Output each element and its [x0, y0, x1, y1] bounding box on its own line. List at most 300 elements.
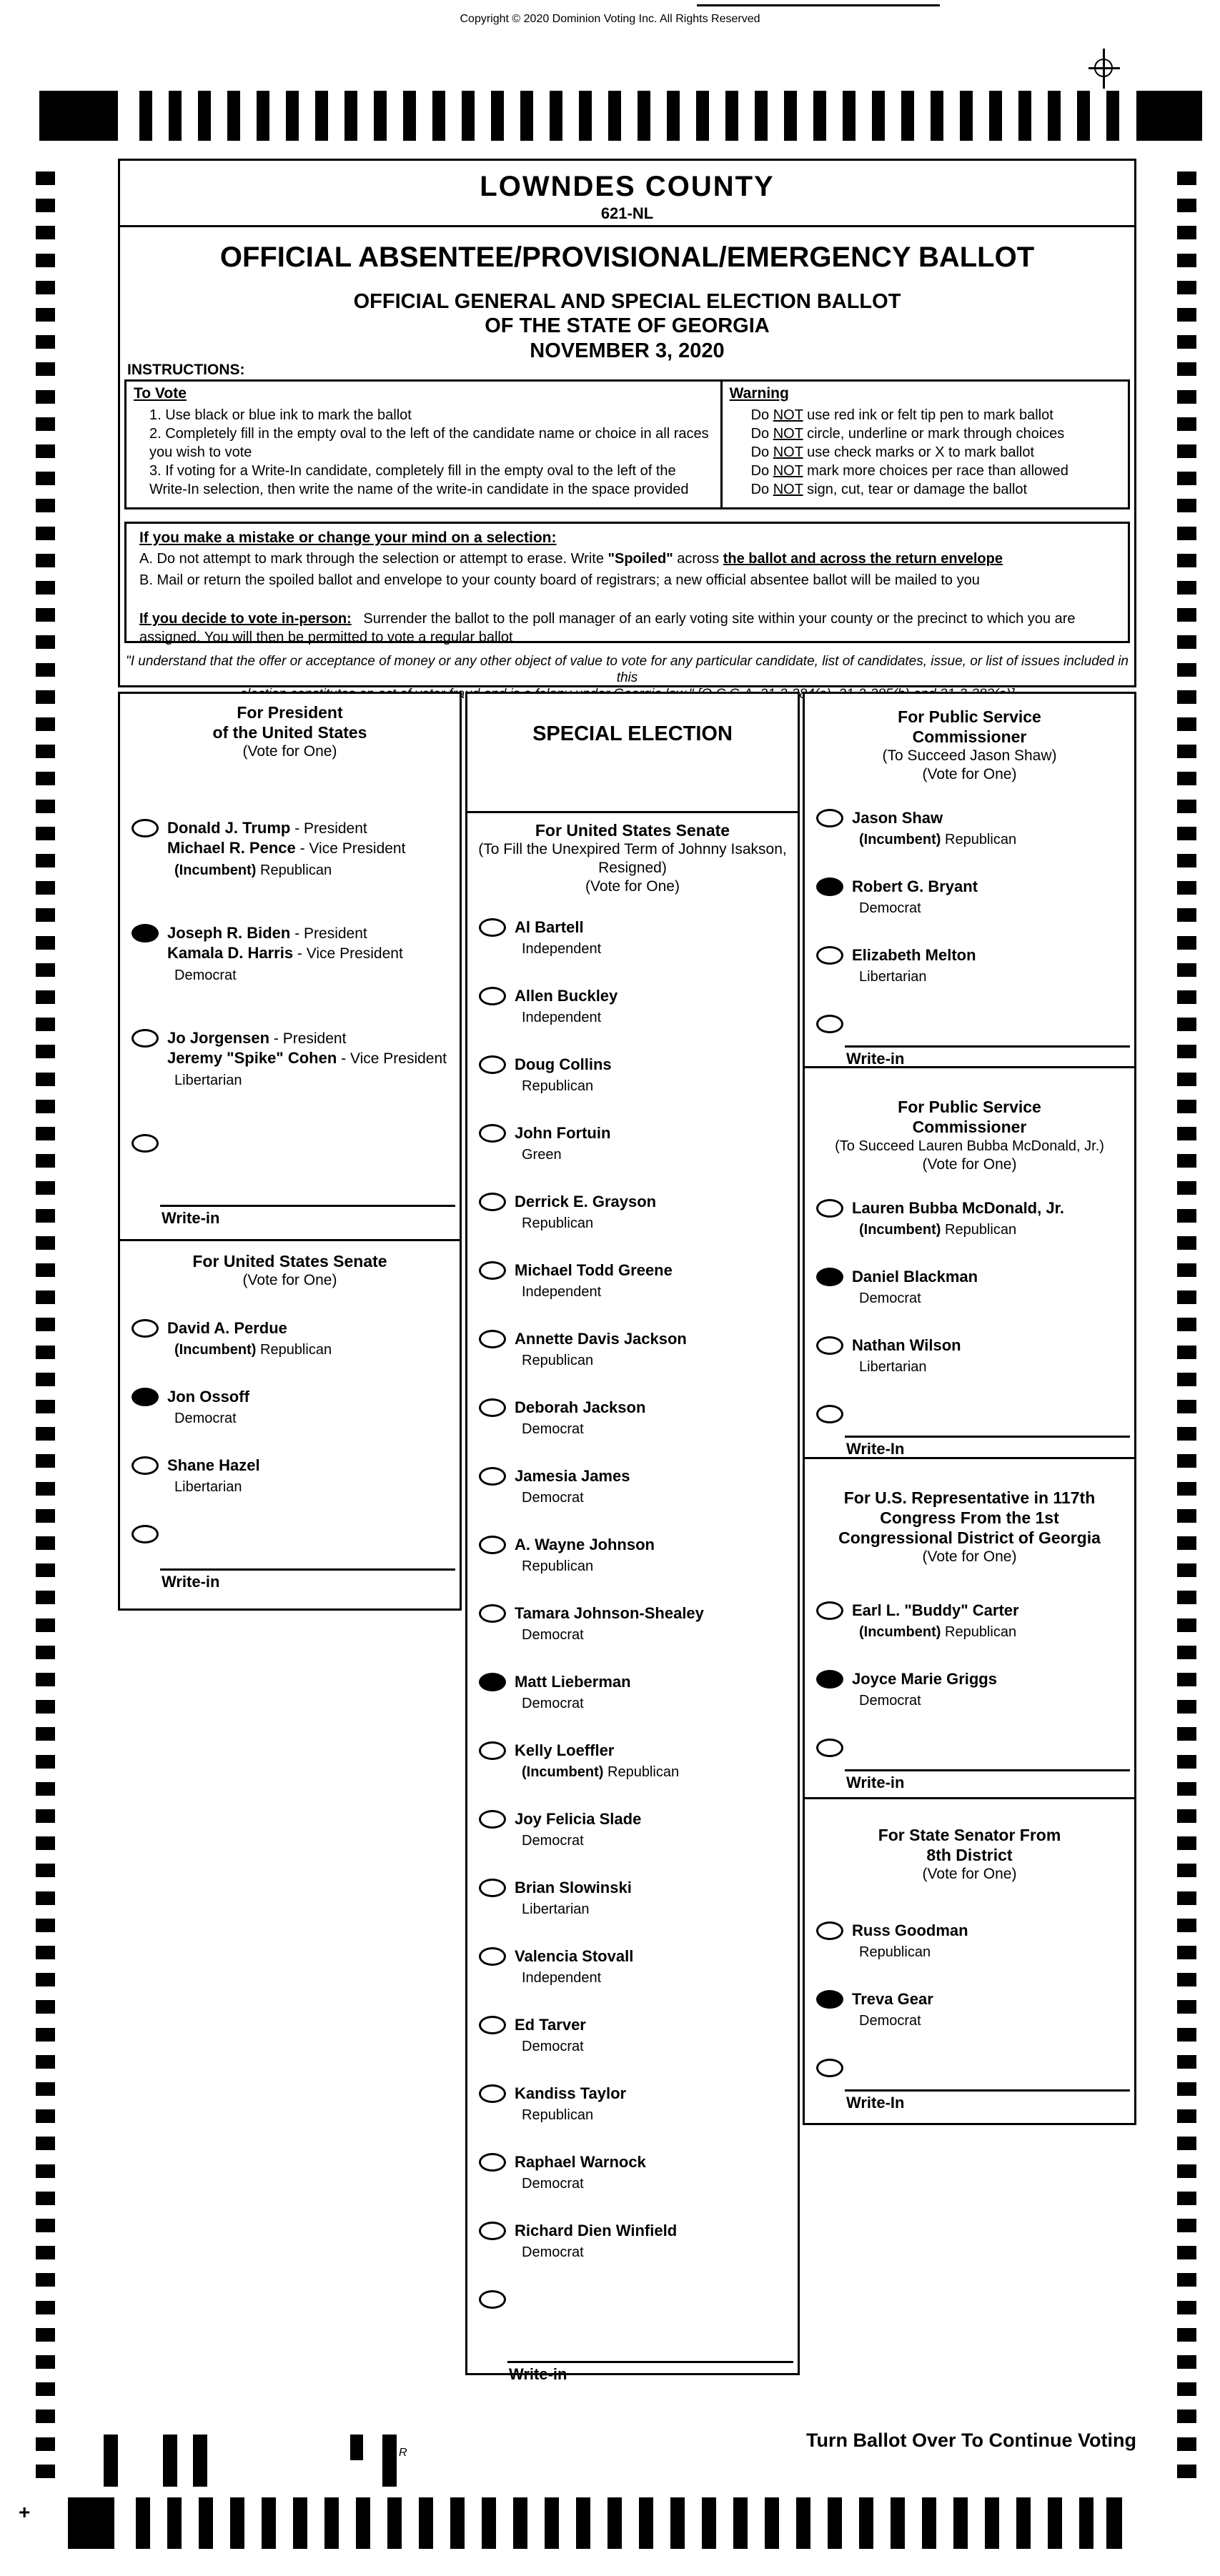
timing-mark — [36, 1836, 55, 1850]
ballot-oval[interactable] — [479, 2016, 506, 2034]
race-title: For United States Senate — [192, 1252, 387, 1270]
timing-mark — [36, 1482, 55, 1496]
race-psc-shaw — [805, 694, 1134, 1068]
candidate-option — [120, 1456, 460, 1524]
timing-mark — [1177, 1236, 1196, 1250]
timing-mark — [1177, 745, 1196, 758]
candidate-name: Donald J. Trump - President — [167, 819, 367, 837]
ballot-oval[interactable] — [479, 1055, 506, 1074]
candidate-text — [515, 1260, 798, 1301]
timing-block — [1136, 91, 1202, 141]
timing-mark — [36, 254, 55, 267]
timing-mark — [1177, 581, 1196, 595]
timing-mark — [36, 1563, 55, 1577]
write-in-area[interactable] — [845, 1436, 1130, 1458]
ballot-oval[interactable] — [132, 1134, 159, 1153]
timing-mark — [36, 1181, 55, 1195]
timing-mark — [36, 1127, 55, 1140]
timing-mark — [36, 1700, 55, 1714]
timing-mark — [1177, 527, 1196, 540]
ballot-oval-filled[interactable] — [132, 1388, 159, 1406]
candidate-text — [167, 1318, 460, 1358]
timing-mark — [1177, 362, 1196, 376]
timing-mark — [315, 91, 328, 141]
candidate-name: Russ Goodman — [852, 1921, 968, 1939]
candidate-name: Kandiss Taylor — [515, 2084, 627, 2102]
ballot-oval[interactable] — [816, 2059, 843, 2077]
timing-mark — [36, 1291, 55, 1304]
timing-mark — [1177, 2410, 1196, 2423]
candidate-name: Shane Hazel — [167, 1456, 260, 1474]
race-subtitle: (To Succeed Lauren Bubba McDonald, Jr.) (Vote for One) — [835, 1138, 1104, 1173]
timing-mark — [262, 2497, 276, 2549]
timing-mark — [1177, 1891, 1196, 1905]
candidate-option — [467, 2084, 798, 2152]
timing-mark — [198, 91, 211, 141]
candidate-name: Ed Tarver — [515, 2016, 586, 2034]
candidate-party: Democrat — [522, 2039, 584, 2054]
registration-plus-mark: + — [19, 2501, 31, 2523]
race-psc-mcdonald — [805, 1068, 1134, 1459]
candidate-text — [515, 1741, 798, 1781]
timing-mark — [450, 2497, 465, 2549]
timing-mark — [36, 1100, 55, 1113]
timing-mark — [520, 91, 533, 141]
candidate-party: Independent — [522, 1970, 602, 1986]
ballot-oval[interactable] — [479, 1261, 506, 1280]
timing-mark — [374, 91, 387, 141]
barcode-bar — [163, 2435, 177, 2487]
warning-instruction: Do NOT use red ink or felt tip pen to mark ballot — [750, 407, 1053, 423]
race-special-senate — [467, 813, 798, 2402]
timing-mark — [136, 2497, 150, 2549]
candidate-text — [852, 1336, 1134, 1376]
timing-mark — [1077, 91, 1090, 141]
candidate-list — [805, 1198, 1134, 1404]
ballot-oval[interactable] — [479, 1604, 506, 1623]
timing-mark — [1177, 1154, 1196, 1168]
timing-mark — [36, 499, 55, 512]
race-state-senator — [805, 1799, 1134, 2123]
special-election-label: SPECIAL ELECTION — [532, 722, 733, 745]
timing-mark — [1048, 2497, 1062, 2549]
race-title: For President of the United States — [212, 703, 367, 742]
timing-mark — [36, 2137, 55, 2150]
candidate-option — [805, 945, 1134, 1014]
ballot-oval[interactable] — [816, 946, 843, 965]
candidate-option — [120, 923, 460, 1028]
warning-instruction: Do NOT sign, cut, tear or damage the ballot — [750, 482, 1028, 497]
candidate-name: Brian Slowinski — [515, 1879, 632, 1896]
ballot-oval[interactable] — [132, 1029, 159, 1048]
candidate-name: Doug Collins — [515, 1055, 612, 1073]
timing-mark — [1177, 1209, 1196, 1223]
candidate-list — [120, 818, 460, 1133]
timing-mark — [1177, 2055, 1196, 2069]
timing-mark — [36, 1782, 55, 1796]
timing-mark — [36, 772, 55, 785]
timing-mark — [1177, 2137, 1196, 2150]
timing-block — [68, 2497, 114, 2549]
candidate-option — [467, 986, 798, 1055]
ballot-oval[interactable] — [479, 2222, 506, 2240]
timing-mark — [36, 554, 55, 567]
timing-mark — [1177, 1646, 1196, 1659]
timing-mark — [1177, 2109, 1196, 2123]
candidate-party: Republican — [522, 2107, 594, 2123]
ballot-oval-filled[interactable] — [479, 1673, 506, 1691]
ballot-oval[interactable] — [816, 809, 843, 827]
timing-mark — [513, 2497, 527, 2549]
candidate-text — [515, 917, 798, 958]
timing-mark — [872, 91, 885, 141]
candidate-text — [515, 986, 798, 1026]
to-vote-instruction: 3. If voting for a Write-In candidate, completely fill in the empty oval to the left of the Write-In selection, then write the name of the write-in candidate in the space provided — [149, 463, 689, 497]
timing-mark — [1177, 199, 1196, 212]
candidate-text — [515, 1123, 798, 1163]
timing-mark — [36, 963, 55, 977]
to-vote-instruction: 1. Use black or blue ink to mark the ballot — [149, 407, 412, 423]
candidate-party: Democrat — [859, 900, 921, 916]
ballot-oval[interactable] — [479, 1398, 506, 1417]
ballot-oval[interactable] — [132, 819, 159, 837]
write-in-option — [805, 2058, 1134, 2089]
candidate-party: Democrat — [859, 1693, 921, 1709]
timing-mark — [36, 1755, 55, 1769]
ballot-oval[interactable] — [479, 1810, 506, 1829]
fold-line — [697, 4, 940, 6]
timing-mark — [733, 2497, 748, 2549]
candidate-party: Republican — [522, 1558, 594, 1574]
county-header-box — [118, 159, 1136, 227]
timing-mark — [36, 2437, 55, 2451]
ballot-oval[interactable] — [479, 1947, 506, 1966]
candidate-name: Tamara Johnson-Shealey — [515, 1604, 704, 1622]
ballot-oval[interactable] — [132, 1456, 159, 1475]
write-in-area[interactable] — [160, 1568, 455, 1591]
timing-mark — [1177, 1946, 1196, 1959]
timing-mark — [784, 91, 797, 141]
timing-mark — [1177, 717, 1196, 731]
timing-mark — [828, 2497, 842, 2549]
candidate-text — [515, 1466, 798, 1506]
ballot-oval[interactable] — [816, 1199, 843, 1218]
timing-mark — [1177, 1263, 1196, 1277]
timing-mark — [36, 745, 55, 758]
timing-mark — [36, 2055, 55, 2069]
timing-mark — [36, 1373, 55, 1386]
timing-mark — [1177, 963, 1196, 977]
timing-mark — [1177, 1673, 1196, 1686]
timing-mark — [36, 2082, 55, 2096]
timing-mark — [1177, 2192, 1196, 2205]
candidate-text — [852, 1198, 1134, 1238]
timing-mark — [901, 91, 914, 141]
in-person-title: If you decide to vote in-person: — [139, 611, 352, 627]
candidate-option — [467, 1329, 798, 1398]
timing-mark — [36, 881, 55, 895]
candidate-text — [515, 1329, 798, 1369]
ballot-oval[interactable] — [479, 1536, 506, 1554]
timing-mark — [36, 2109, 55, 2123]
candidate-party: Libertarian — [174, 1479, 242, 1495]
timing-mark — [1177, 2355, 1196, 2369]
race-title: For United States Senate — [535, 821, 730, 840]
write-in-area[interactable] — [845, 1769, 1130, 1792]
race-subtitle: (Vote for One) — [242, 1272, 337, 1288]
timing-mark — [1177, 2465, 1196, 2478]
timing-mark — [36, 581, 55, 595]
mistake-item-b: B. Mail or return the spoiled ballot and envelope to your county board of registrars; a new official absentee ballot will be mailed to you — [139, 572, 980, 588]
ballot-oval[interactable] — [816, 1015, 843, 1033]
timing-mark — [36, 2246, 55, 2259]
candidate-text — [515, 1535, 798, 1575]
write-in-option — [120, 1524, 460, 1568]
timing-mark — [36, 2410, 55, 2423]
candidate-option — [805, 808, 1134, 877]
ballot-oval[interactable] — [816, 1336, 843, 1355]
candidate-text — [515, 1878, 798, 1918]
candidate-party: Democrat — [174, 1411, 237, 1426]
candidate-text — [515, 1603, 798, 1643]
timing-mark — [953, 2497, 968, 2549]
write-in-area[interactable] — [507, 2361, 793, 2384]
ballot-oval-filled[interactable] — [816, 1670, 843, 1689]
timing-mark — [1177, 2164, 1196, 2178]
timing-mark — [1177, 335, 1196, 349]
candidate-option — [120, 1028, 460, 1133]
timing-mark — [36, 717, 55, 731]
ballot-oval[interactable] — [479, 2290, 506, 2309]
barcode-glyph: R — [399, 2447, 407, 2459]
warning-instruction: Do NOT mark more choices per race than allowed — [750, 463, 1068, 479]
timing-mark — [169, 91, 182, 141]
write-in-label: Write-In — [846, 2094, 905, 2112]
barcode-bar — [350, 2435, 363, 2460]
ballot-oval-filled[interactable] — [816, 877, 843, 896]
write-in-label: Write-in — [162, 1573, 220, 1591]
timing-mark — [1177, 1291, 1196, 1304]
timing-block — [39, 91, 118, 141]
timing-mark — [419, 2497, 433, 2549]
timing-mark — [167, 2497, 182, 2549]
timing-mark — [1177, 1100, 1196, 1113]
timing-mark — [1018, 91, 1031, 141]
to-vote-instruction: 2. Completely fill in the empty oval to the left of the candidate name or choice in all races you wish to vote — [149, 426, 709, 460]
timing-mark — [36, 527, 55, 540]
candidate-party: Democrat — [522, 2244, 584, 2260]
candidate-name: Al Bartell — [515, 918, 584, 936]
timing-mark — [36, 335, 55, 349]
candidate-text — [167, 818, 460, 879]
ballot-oval[interactable] — [479, 1330, 506, 1348]
candidate-name: Matt Lieberman — [515, 1673, 631, 1691]
timing-mark — [1177, 2301, 1196, 2314]
timing-mark — [1177, 1427, 1196, 1441]
candidate-option — [467, 1603, 798, 1672]
candidate-name: Annette Davis Jackson — [515, 1330, 687, 1348]
ballot-oval[interactable] — [816, 1601, 843, 1620]
timing-mark — [36, 2273, 55, 2287]
ballot-oval[interactable] — [132, 1319, 159, 1338]
timing-mark — [36, 417, 55, 431]
registration-crosshair-icon — [1084, 49, 1124, 89]
ballot-oval[interactable] — [816, 1739, 843, 1757]
timing-mark — [1177, 171, 1196, 185]
timing-mark — [1177, 1727, 1196, 1741]
candidate-party: Republican — [522, 1353, 594, 1368]
timing-mark — [891, 2497, 905, 2549]
timing-mark — [356, 2497, 370, 2549]
candidate-option — [467, 1055, 798, 1123]
candidate-text — [515, 1055, 798, 1095]
ballot-oval[interactable] — [479, 2084, 506, 2103]
candidate-name: Earl L. "Buddy" Carter — [852, 1601, 1019, 1619]
timing-mark — [139, 91, 152, 141]
candidate-name: Treva Gear — [852, 1990, 933, 2008]
ballot-oval[interactable] — [479, 2153, 506, 2172]
timing-mark — [403, 91, 416, 141]
timing-mark — [462, 91, 475, 141]
timing-mark — [36, 1209, 55, 1223]
timing-mark — [227, 91, 240, 141]
timing-mark — [36, 1400, 55, 1413]
timing-mark — [199, 2497, 213, 2549]
ballot-oval[interactable] — [816, 1405, 843, 1423]
ballot-oval[interactable] — [479, 1193, 506, 1211]
ballot-oval[interactable] — [132, 1525, 159, 1543]
candidate-party: Independent — [522, 1010, 602, 1025]
candidate-party: Democrat — [522, 1627, 584, 1643]
write-in-option — [120, 1133, 460, 1205]
ballot-oval[interactable] — [479, 1467, 506, 1486]
timing-mark — [1177, 2437, 1196, 2451]
candidate-text — [515, 2015, 798, 2055]
ballot-oval[interactable] — [479, 1124, 506, 1143]
candidate-name: Kelly Loeffler — [515, 1741, 615, 1759]
ballot-oval[interactable] — [479, 1741, 506, 1760]
mistake-title: If you make a mistake or change your mind on a selection: — [139, 529, 557, 546]
race-us-rep — [805, 1459, 1134, 1799]
write-in-area[interactable] — [160, 1205, 455, 1228]
timing-mark — [1177, 800, 1196, 813]
timing-mark — [1177, 1127, 1196, 1140]
timing-mark — [859, 2497, 873, 2549]
candidate-text — [167, 1456, 460, 1496]
timing-mark — [1177, 444, 1196, 458]
ballot-oval-filled[interactable] — [816, 1990, 843, 2009]
timing-mark — [1016, 2497, 1031, 2549]
ballot-column-right — [803, 692, 1136, 2125]
timing-mark — [36, 199, 55, 212]
turn-ballot-over-label: Turn Ballot Over To Continue Voting — [806, 2430, 1136, 2451]
timing-mark — [989, 91, 1002, 141]
candidate-party: Democrat — [859, 1291, 921, 1306]
candidate-option — [805, 1989, 1134, 2058]
timing-mark — [36, 2164, 55, 2178]
ballot-oval[interactable] — [816, 1921, 843, 1940]
timing-mark — [1177, 908, 1196, 922]
timing-mark — [1177, 1836, 1196, 1850]
special-election-header — [467, 722, 798, 813]
county-name: LOWNDES COUNTY — [480, 171, 775, 202]
race-title: For Public Service Commissioner — [898, 1098, 1041, 1136]
timing-mark — [922, 2497, 936, 2549]
election-title-line: OF THE STATE OF GEORGIA — [485, 314, 770, 337]
candidate-option — [467, 2152, 798, 2221]
timing-mark — [1177, 1346, 1196, 1359]
write-in-option — [805, 1738, 1134, 1769]
fraud-notice-line: "I understand that the offer or acceptance of money or any other object of value to vote for any particular candidate, list of candidates, issue, or list of issues included in this — [126, 654, 1129, 685]
write-in-area[interactable] — [845, 1045, 1130, 1068]
election-date: NOVEMBER 3, 2020 — [530, 339, 725, 362]
timing-mark — [36, 1727, 55, 1741]
write-in-area[interactable] — [845, 2089, 1130, 2112]
timing-mark — [1177, 1318, 1196, 1331]
candidate-text — [515, 1672, 798, 1712]
candidate-text — [852, 1669, 1134, 1709]
timing-mark — [765, 2497, 779, 2549]
timing-mark — [1177, 472, 1196, 485]
candidate-name: Joseph R. Biden - President — [167, 924, 367, 942]
timing-mark — [670, 2497, 685, 2549]
candidate-name: John Fortuin — [515, 1124, 611, 1142]
ballot-oval[interactable] — [479, 918, 506, 937]
timing-mark — [36, 908, 55, 922]
timing-mark — [36, 990, 55, 1004]
candidate-name: Joy Felicia Slade — [515, 1810, 642, 1828]
write-in-option — [805, 1014, 1134, 1045]
ballot-oval[interactable] — [479, 1879, 506, 1897]
timing-mark — [638, 91, 650, 141]
timing-mark — [36, 1045, 55, 1058]
timing-mark — [324, 2497, 339, 2549]
ballot-oval[interactable] — [479, 987, 506, 1005]
timing-mark — [36, 1346, 55, 1359]
timing-mark — [36, 1454, 55, 1468]
candidate-option — [467, 2221, 798, 2289]
candidate-option — [467, 1741, 798, 1809]
candidate-option — [120, 818, 460, 923]
timing-mark — [1177, 690, 1196, 704]
timing-mark — [36, 1263, 55, 1277]
timing-mark — [985, 2497, 999, 2549]
candidate-option — [120, 1387, 460, 1456]
timing-mark — [293, 2497, 307, 2549]
timing-mark — [639, 2497, 653, 2549]
ballot-oval-filled[interactable] — [132, 924, 159, 943]
timing-mark — [1177, 1755, 1196, 1769]
candidate-text — [852, 1921, 1134, 1961]
candidate-name: Nathan Wilson — [852, 1336, 961, 1354]
timing-mark — [1177, 635, 1196, 649]
candidate-name: Deborah Jackson — [515, 1398, 646, 1416]
timing-mark — [1177, 1073, 1196, 1086]
race-title: For Public Service Commissioner — [898, 707, 1041, 746]
timing-mark — [36, 472, 55, 485]
ballot-oval-filled[interactable] — [816, 1268, 843, 1286]
timing-mark — [36, 1318, 55, 1331]
warning-title: Warning — [729, 385, 789, 402]
candidate-party: Democrat — [522, 1490, 584, 1506]
timing-mark — [36, 1591, 55, 1604]
timing-mark — [1177, 2219, 1196, 2232]
ballot-column-left — [118, 692, 462, 1611]
candidate-party: Republican — [522, 1215, 594, 1231]
write-in-label: Write-in — [846, 1774, 905, 1791]
candidate-party: Republican — [859, 1944, 931, 1960]
timing-mark — [1177, 417, 1196, 431]
